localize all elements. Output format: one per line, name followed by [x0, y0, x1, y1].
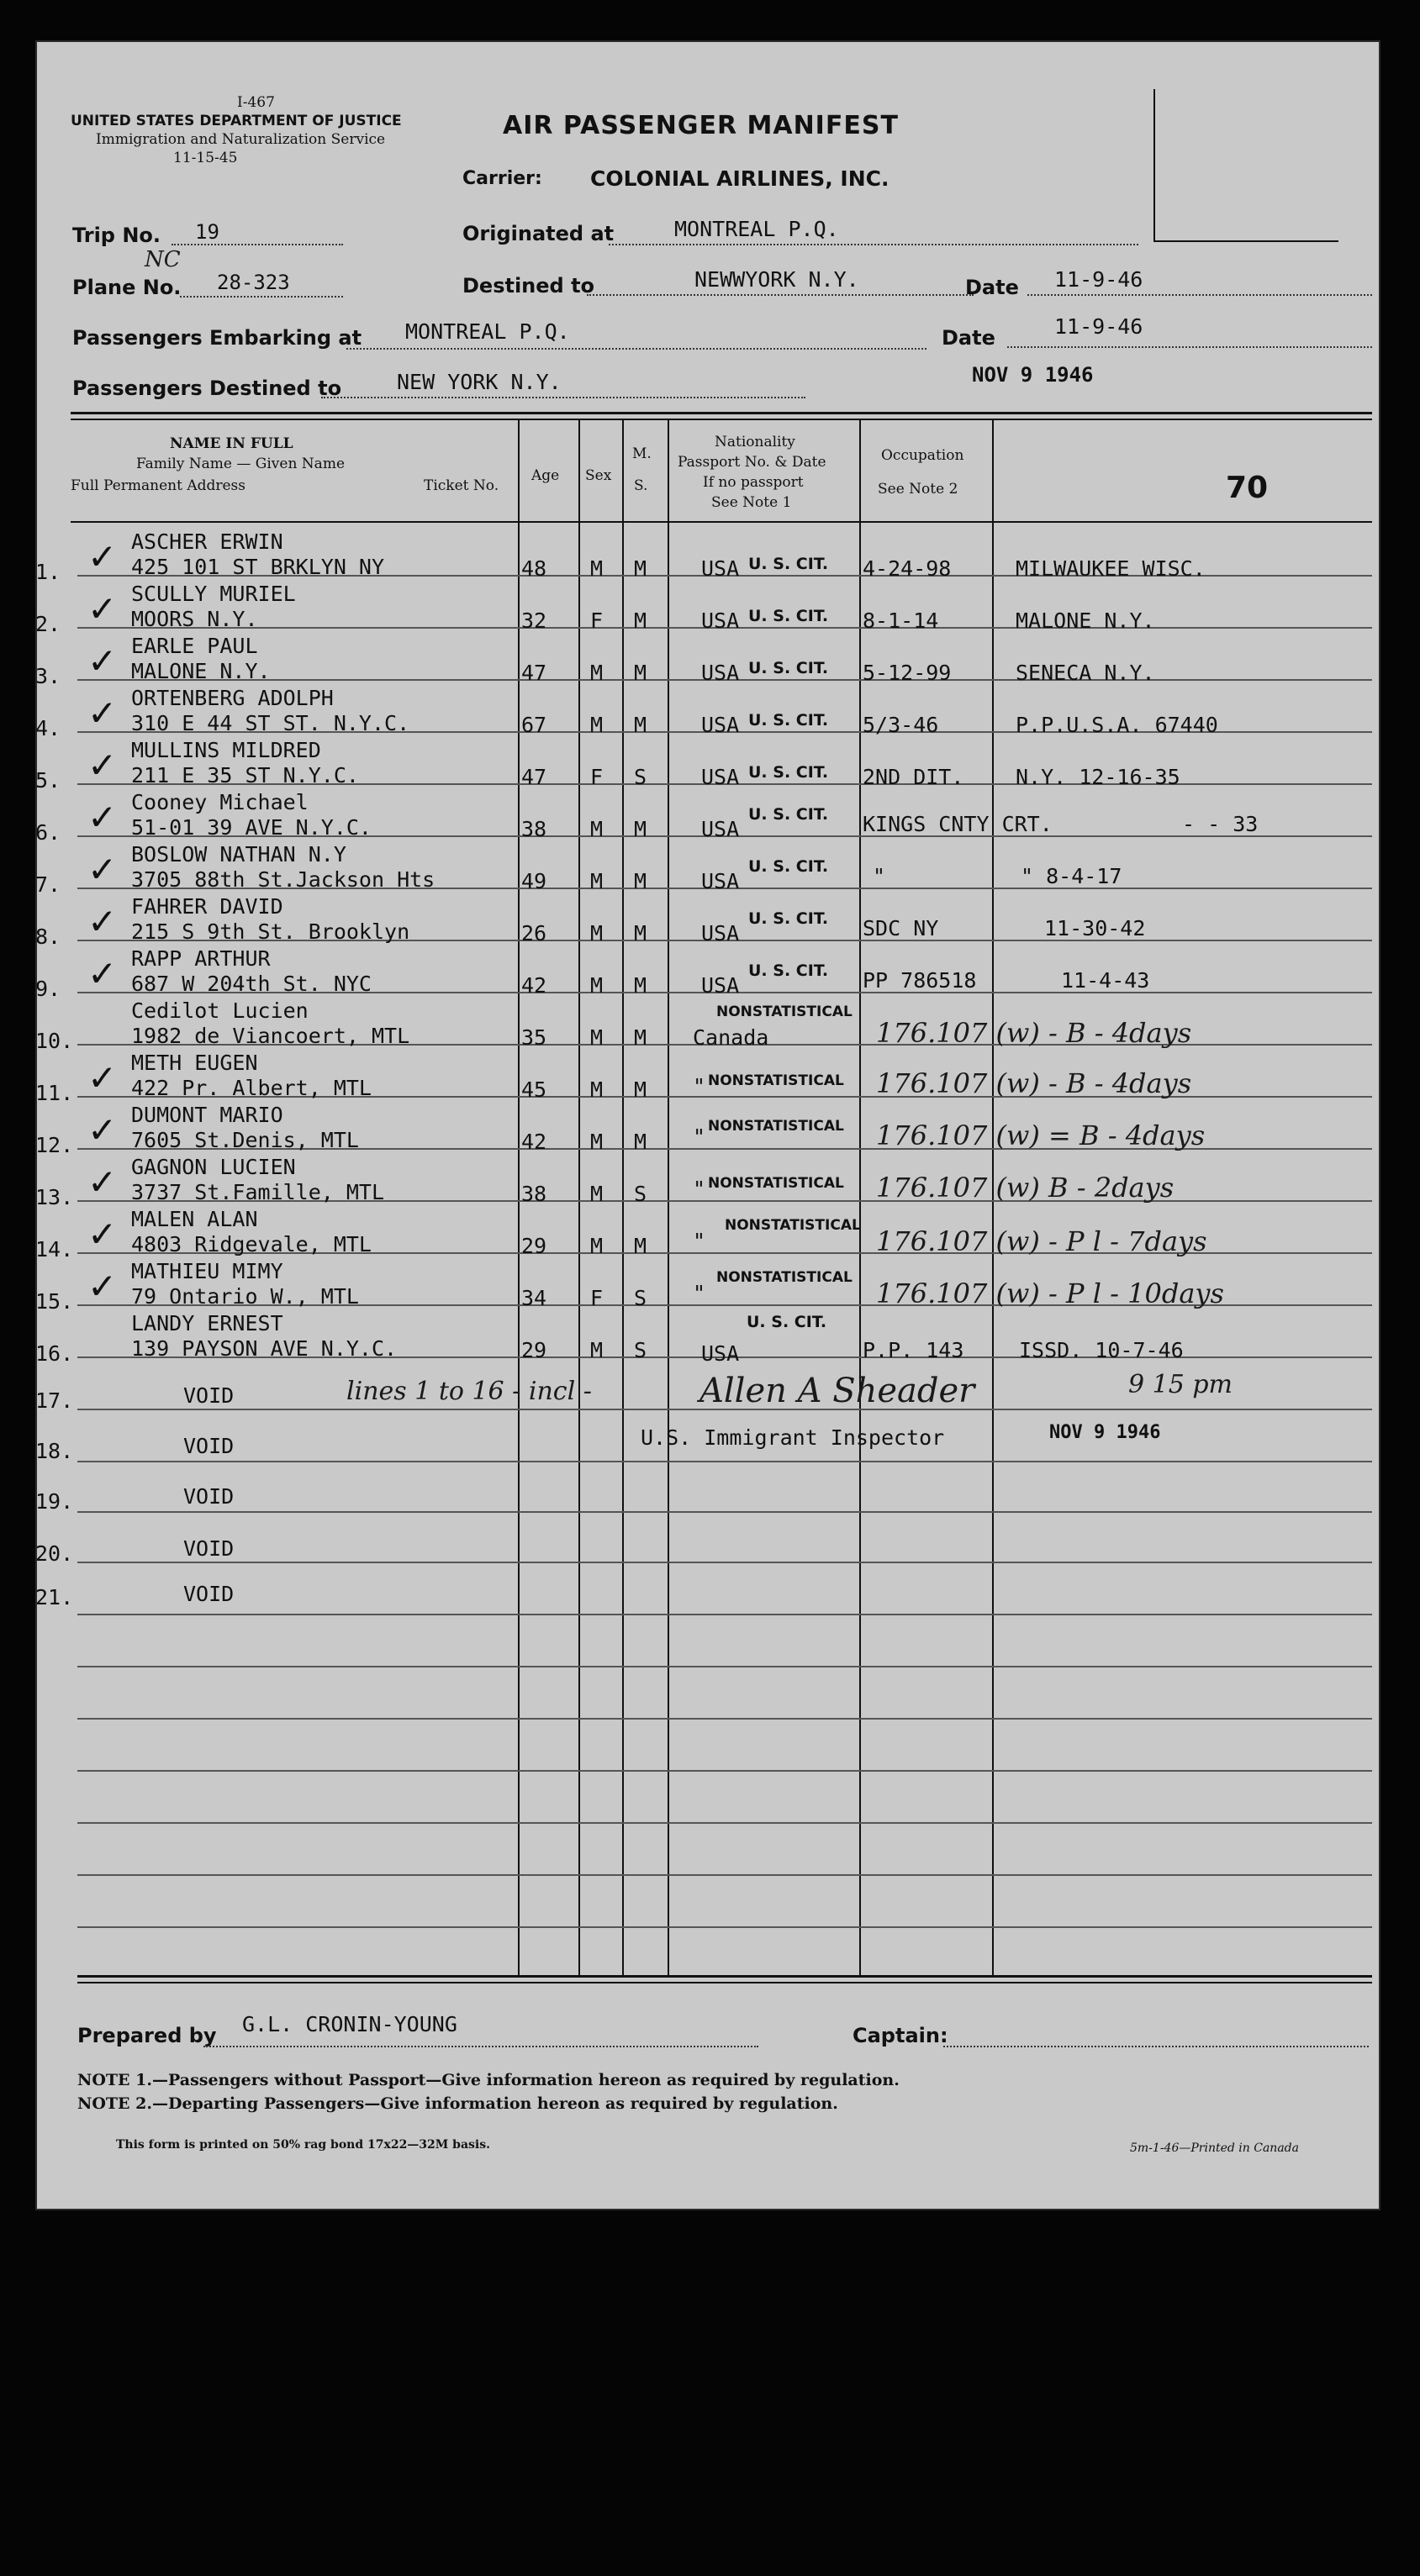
passenger-nationality: ": [693, 1074, 706, 1098]
passenger-marital: M: [634, 1130, 647, 1154]
occupation-info: P.P.U.S.A. 67440: [1016, 713, 1218, 737]
occupation-info: SENECA N.Y.: [1016, 661, 1155, 685]
col-divider-occ: [859, 420, 861, 1975]
passenger-marital: M: [634, 1077, 647, 1102]
inspector-signature: Allen A Sheader: [699, 1372, 975, 1410]
occupation-info: - - 33: [1182, 812, 1259, 836]
row-number: 7.: [35, 872, 61, 897]
department-name: UNITED STATES DEPARTMENT OF JUSTICE: [71, 113, 402, 129]
header-occupation: Occupation: [881, 447, 964, 464]
destined-passengers-line: [321, 397, 805, 398]
citizenship-stamp: U. S. CIT.: [748, 607, 829, 625]
passenger-name: Cedilot Lucien: [131, 998, 309, 1023]
passenger-marital: S: [634, 765, 647, 789]
handwritten-lines-note: lines 1 to 16 - incl -: [346, 1377, 592, 1406]
handwritten-admission-note: 176.107 (w) - B - 4days: [876, 1067, 1192, 1099]
passenger-address: 79 Ontario W., MTL: [131, 1284, 359, 1309]
header-address: Full Permanent Address: [71, 477, 246, 494]
passenger-marital: M: [634, 869, 647, 893]
row-number: 10.: [35, 1029, 74, 1053]
passenger-nationality: USA: [701, 921, 740, 946]
carrier-name: COLONIAL AIRLINES, INC.: [590, 166, 889, 191]
passenger-sex: M: [590, 1234, 604, 1258]
passenger-name: EARLE PAUL: [131, 634, 258, 658]
passenger-name: SCULLY MURIEL: [131, 582, 296, 606]
service-name: Immigration and Naturalization Service: [96, 131, 386, 148]
citizenship-stamp: U. S. CIT.: [748, 711, 829, 730]
passenger-nationality: ": [693, 1281, 706, 1305]
void-label: VOID: [183, 1383, 235, 1408]
passenger-address: 425 101 ST BRKLYN NY: [131, 555, 385, 579]
passenger-address: 1982 de Viancoert, MTL: [131, 1024, 410, 1048]
row-number: 3.: [35, 664, 61, 688]
passenger-name: FAHRER DAVID: [131, 894, 283, 919]
row-number: 18.: [35, 1439, 74, 1463]
passenger-age: 38: [521, 817, 547, 841]
passport-info: SDC NY: [863, 916, 939, 940]
passenger-name: ORTENBERG ADOLPH: [131, 686, 334, 710]
passenger-age: 29: [521, 1234, 547, 1258]
carrier-label: Carrier:: [462, 168, 542, 189]
destined-label: Destined to: [462, 274, 595, 298]
passport-info: KINGS CNTY CRT.: [863, 812, 1053, 836]
passenger-age: 42: [521, 1130, 547, 1154]
passenger-age: 47: [521, 765, 547, 789]
handwritten-admission-note: 176.107 (w) - B - 4days: [876, 1017, 1192, 1049]
void-label: VOID: [183, 1484, 235, 1509]
passenger-age: 42: [521, 973, 547, 998]
passport-info: 4-24-98: [863, 556, 952, 581]
passenger-name: RAPP ARTHUR: [131, 946, 271, 971]
check-mark-icon: ✓: [87, 953, 118, 994]
check-mark-icon: ✓: [87, 1266, 118, 1307]
passenger-sex: M: [590, 973, 604, 998]
row-number: 14.: [35, 1237, 74, 1262]
originated-line: [609, 244, 1138, 245]
header-sex: Sex: [585, 467, 612, 484]
passport-info: ": [873, 864, 886, 888]
nonstatistical-stamp: NONSTATISTICAL: [716, 1269, 853, 1286]
occupation-info: 11-30-42: [1044, 916, 1146, 940]
table-top-rule-2: [71, 419, 1372, 420]
handwritten-admission-note: 176.107 (w) - P l - 7days: [876, 1225, 1207, 1257]
row-number: 4.: [35, 716, 61, 740]
passenger-address: 139 PAYSON AVE N.Y.C.: [131, 1336, 398, 1361]
passenger-sex: M: [590, 1182, 604, 1206]
manifest-sheet: [35, 40, 1380, 2210]
passenger-age: 47: [521, 661, 547, 685]
passenger-nationality: USA: [701, 1341, 740, 1366]
passenger-address: 3737 St.Famille, MTL: [131, 1180, 385, 1204]
passenger-nationality: USA: [701, 973, 740, 998]
header-ms-s: S.: [634, 477, 648, 494]
form-date: 11-15-45: [173, 150, 238, 166]
passenger-nationality: USA: [701, 817, 740, 841]
col-divider-nat: [668, 420, 669, 1975]
passenger-sex: M: [590, 1130, 604, 1154]
check-mark-icon: ✓: [87, 1109, 118, 1151]
passenger-sex: M: [590, 1025, 604, 1050]
citizenship-stamp: U. S. CIT.: [748, 555, 829, 573]
passenger-address: 422 Pr. Albert, MTL: [131, 1076, 372, 1100]
passenger-nationality: USA: [701, 765, 740, 789]
check-mark-icon: ✓: [87, 797, 118, 838]
handwritten-admission-note: 176.107 (w) - P l - 10days: [876, 1277, 1224, 1309]
citizenship-stamp: U. S. CIT.: [748, 805, 829, 824]
passenger-sex: M: [590, 556, 604, 581]
void-label: VOID: [183, 1536, 235, 1561]
passenger-nationality: ": [693, 1229, 706, 1253]
handwritten-admission-note: 176.107 (w) B - 2days: [876, 1172, 1175, 1204]
passenger-address: 215 S 9th St. Brooklyn: [131, 919, 410, 944]
prepared-by-label: Prepared by: [77, 2024, 217, 2047]
passenger-marital: S: [634, 1338, 647, 1362]
destined-passengers-value: NEW YORK N.Y.: [397, 370, 562, 394]
passenger-address: MALONE N.Y.: [131, 659, 271, 683]
receipt-date-stamp: NOV 9 1946: [972, 363, 1094, 387]
passport-info: 5/3-46: [863, 713, 939, 737]
passenger-address: 3705 88th St.Jackson Hts: [131, 867, 436, 892]
row-number: 11.: [35, 1081, 74, 1105]
passport-info: P.P. 143: [863, 1338, 964, 1362]
passenger-nationality: USA: [701, 713, 740, 737]
plane-number: 28-323: [217, 271, 290, 294]
passenger-marital: M: [634, 713, 647, 737]
box-border-left: [1153, 89, 1155, 242]
row-number: 19.: [35, 1489, 74, 1514]
row-number: 1.: [35, 560, 61, 584]
trip-number: 19: [195, 220, 219, 244]
header-age: Age: [531, 467, 560, 484]
table-bottom-rule-1: [77, 1975, 1372, 1978]
note-2: NOTE 2.—Departing Passengers—Give information hereon as required by regulation.: [77, 2094, 838, 2113]
citizenship-stamp: U. S. CIT.: [747, 1313, 827, 1331]
trip-label: Trip No.: [72, 224, 161, 247]
passport-info: 8-1-14: [863, 608, 939, 633]
plane-prefix: NC: [145, 247, 181, 272]
passenger-age: 26: [521, 921, 547, 946]
paper-note: This form is printed on 50% rag bond 17x22—32M basis.: [116, 2138, 490, 2152]
row-number: 8.: [35, 925, 61, 949]
embarking-label: Passengers Embarking at: [72, 326, 362, 350]
passenger-nationality: Canada: [693, 1025, 769, 1050]
header-name: NAME IN FULL: [170, 435, 293, 452]
row-number: 12.: [35, 1133, 74, 1157]
row-number: 17.: [35, 1388, 74, 1413]
passenger-name: LANDY ERNEST: [131, 1311, 283, 1335]
passenger-marital: S: [634, 1286, 647, 1310]
passenger-marital: M: [634, 1234, 647, 1258]
occupation-info: MALONE N.Y.: [1016, 608, 1155, 633]
row-number: 5.: [35, 768, 61, 793]
passenger-age: 49: [521, 869, 547, 893]
check-mark-icon: ✓: [87, 849, 118, 890]
check-mark-icon: ✓: [87, 536, 118, 577]
passenger-nationality: USA: [701, 556, 740, 581]
passenger-sex: M: [590, 869, 604, 893]
citizenship-stamp: U. S. CIT.: [748, 961, 829, 980]
header-ms-m: M.: [632, 445, 652, 462]
passenger-name: METH EUGEN: [131, 1051, 258, 1075]
originated-label: Originated at: [462, 222, 615, 245]
table-top-rule-1: [71, 412, 1372, 414]
occupation-info: MILWAUKEE WISC.: [1016, 556, 1206, 581]
header-family-given: Family Name — Given Name: [136, 456, 346, 472]
header-passport: Passport No. & Date: [678, 454, 826, 471]
row-number: 9.: [35, 977, 61, 1001]
occupation-info: N.Y. 12-16-35: [1016, 765, 1180, 789]
check-mark-icon: ✓: [87, 1162, 118, 1203]
passenger-name: MALEN ALAN: [131, 1207, 258, 1231]
citizenship-stamp: U. S. CIT.: [748, 763, 829, 782]
passenger-address: 310 E 44 ST ST. N.Y.C.: [131, 711, 410, 735]
passenger-age: 35: [521, 1025, 547, 1050]
header-ticket: Ticket No.: [424, 477, 499, 494]
inspector-title: U.S. Immigrant Inspector: [641, 1425, 945, 1450]
destined-value: NEWWYORK N.Y.: [694, 267, 859, 292]
passenger-age: 67: [521, 713, 547, 737]
passenger-name: ASCHER ERWIN: [131, 529, 283, 554]
form-title: AIR PASSENGER MANIFEST: [503, 111, 899, 140]
passenger-address: 4803 Ridgevale, MTL: [131, 1232, 372, 1256]
passport-info: PP 786518: [863, 968, 977, 993]
page-number: 70: [1226, 471, 1269, 505]
date-value-2: 11-9-46: [1054, 314, 1143, 339]
passenger-age: 48: [521, 556, 547, 581]
passenger-sex: M: [590, 713, 604, 737]
check-mark-icon: ✓: [87, 640, 118, 682]
citizenship-stamp: U. S. CIT.: [748, 909, 829, 928]
occupation-info: " 8-4-17: [1021, 864, 1122, 888]
nonstatistical-stamp: NONSTATISTICAL: [725, 1217, 861, 1234]
date-value-1: 11-9-46: [1054, 267, 1143, 292]
void-label: VOID: [183, 1434, 235, 1458]
inspector-date-stamp: NOV 9 1946: [1049, 1422, 1161, 1443]
check-mark-icon: ✓: [87, 588, 118, 630]
box-border-bottom: [1153, 240, 1338, 242]
passenger-marital: M: [634, 1025, 647, 1050]
form-number: I-467: [237, 94, 275, 111]
date-line-1: [1027, 294, 1372, 296]
check-mark-icon: ✓: [87, 1214, 118, 1255]
passenger-marital: M: [634, 556, 647, 581]
row-number: 20.: [35, 1541, 74, 1566]
prepared-by-value: G.L. CRONIN-YOUNG: [242, 2012, 457, 2036]
passenger-age: 29: [521, 1338, 547, 1362]
header-nationality: Nationality: [715, 434, 795, 450]
embarking-line: [346, 348, 926, 350]
passenger-sex: F: [590, 765, 604, 789]
embarking-value: MONTREAL P.Q.: [405, 319, 570, 344]
passenger-address: 211 E 35 ST N.Y.C.: [131, 763, 359, 788]
passenger-name: GAGNON LUCIEN: [131, 1155, 296, 1179]
passport-info: 2ND DIT.: [863, 765, 964, 789]
passenger-address: 687 W 204th St. NYC: [131, 972, 372, 996]
table-bottom-rule-2: [77, 1982, 1372, 1983]
check-mark-icon: ✓: [87, 901, 118, 942]
passenger-marital: M: [634, 817, 647, 841]
passenger-nationality: USA: [701, 608, 740, 633]
passenger-name: Cooney Michael: [131, 790, 309, 814]
captain-label: Captain:: [853, 2024, 948, 2047]
passenger-age: 38: [521, 1182, 547, 1206]
row-number: 15.: [35, 1289, 74, 1314]
passenger-name: MATHIEU MIMY: [131, 1259, 283, 1283]
note-1: NOTE 1.—Passengers without Passport—Give information hereon as required by regulation.: [77, 2071, 900, 2089]
passenger-address: MOORS N.Y.: [131, 607, 258, 631]
passenger-sex: F: [590, 608, 604, 633]
occupation-info: ISSD. 10-7-46: [1019, 1338, 1184, 1362]
occupation-info: 11-4-43: [1061, 968, 1150, 993]
passenger-name: MULLINS MILDRED: [131, 738, 321, 762]
date-label-1: Date: [965, 276, 1019, 299]
passenger-nationality: ": [693, 1177, 706, 1201]
nonstatistical-stamp: NONSTATISTICAL: [708, 1118, 844, 1135]
passenger-name: DUMONT MARIO: [131, 1103, 283, 1127]
passenger-sex: M: [590, 921, 604, 946]
row-number: 6.: [35, 820, 61, 845]
destined-passengers-label: Passengers Destined to: [72, 377, 342, 400]
check-mark-icon: ✓: [87, 1057, 118, 1098]
passenger-sex: M: [590, 661, 604, 685]
handwritten-admission-note: 176.107 (w) = B - 4days: [876, 1119, 1206, 1151]
captain-line: [943, 2046, 1369, 2047]
trip-line: [172, 244, 343, 245]
passenger-sex: F: [590, 1286, 604, 1310]
check-mark-icon: ✓: [87, 693, 118, 734]
check-mark-icon: ✓: [87, 745, 118, 786]
handwritten-time: 9 15 pm: [1128, 1370, 1233, 1399]
col-divider-ms: [622, 420, 624, 1975]
passenger-marital: M: [634, 661, 647, 685]
passenger-marital: M: [634, 608, 647, 633]
originated-value: MONTREAL P.Q.: [674, 217, 839, 241]
prepared-by-line: [203, 2046, 758, 2047]
row-number: 16.: [35, 1341, 74, 1366]
header-no-passport: If no passport: [703, 474, 804, 491]
passport-info: 5-12-99: [863, 661, 952, 685]
plane-line: [180, 296, 343, 298]
passenger-name: BOSLOW NATHAN N.Y: [131, 842, 346, 867]
passenger-age: 34: [521, 1286, 547, 1310]
passenger-address: 7605 St.Denis, MTL: [131, 1128, 359, 1152]
row-number: 2.: [35, 612, 61, 636]
citizenship-stamp: U. S. CIT.: [748, 659, 829, 677]
passenger-sex: M: [590, 1338, 604, 1362]
row-number: 21.: [35, 1585, 74, 1609]
header-note1: See Note 1: [711, 494, 792, 511]
passenger-sex: M: [590, 1077, 604, 1102]
destined-line: [587, 294, 974, 296]
citizenship-stamp: U. S. CIT.: [748, 857, 829, 876]
header-note2: See Note 2: [878, 481, 958, 498]
passenger-nationality: USA: [701, 661, 740, 685]
header-bottom-rule: [71, 521, 1372, 523]
nonstatistical-stamp: NONSTATISTICAL: [708, 1175, 844, 1192]
passenger-age: 45: [521, 1077, 547, 1102]
date-label-2: Date: [942, 326, 995, 350]
passenger-nationality: ": [693, 1125, 706, 1149]
passenger-age: 32: [521, 608, 547, 633]
print-note: 5m-1-46—Printed in Canada: [1130, 2141, 1299, 2155]
passenger-marital: M: [634, 921, 647, 946]
date-line-2: [1007, 346, 1372, 348]
passenger-nationality: USA: [701, 869, 740, 893]
passenger-sex: M: [590, 817, 604, 841]
passenger-marital: S: [634, 1182, 647, 1206]
plane-label: Plane No.: [72, 276, 182, 299]
passenger-address: 51-01 39 AVE N.Y.C.: [131, 815, 372, 840]
passenger-marital: M: [634, 973, 647, 998]
nonstatistical-stamp: NONSTATISTICAL: [708, 1072, 844, 1089]
row-number: 13.: [35, 1185, 74, 1209]
void-label: VOID: [183, 1582, 235, 1606]
col-divider-age: [518, 420, 520, 1975]
nonstatistical-stamp: NONSTATISTICAL: [716, 1004, 853, 1020]
col-divider-sex: [578, 420, 580, 1975]
